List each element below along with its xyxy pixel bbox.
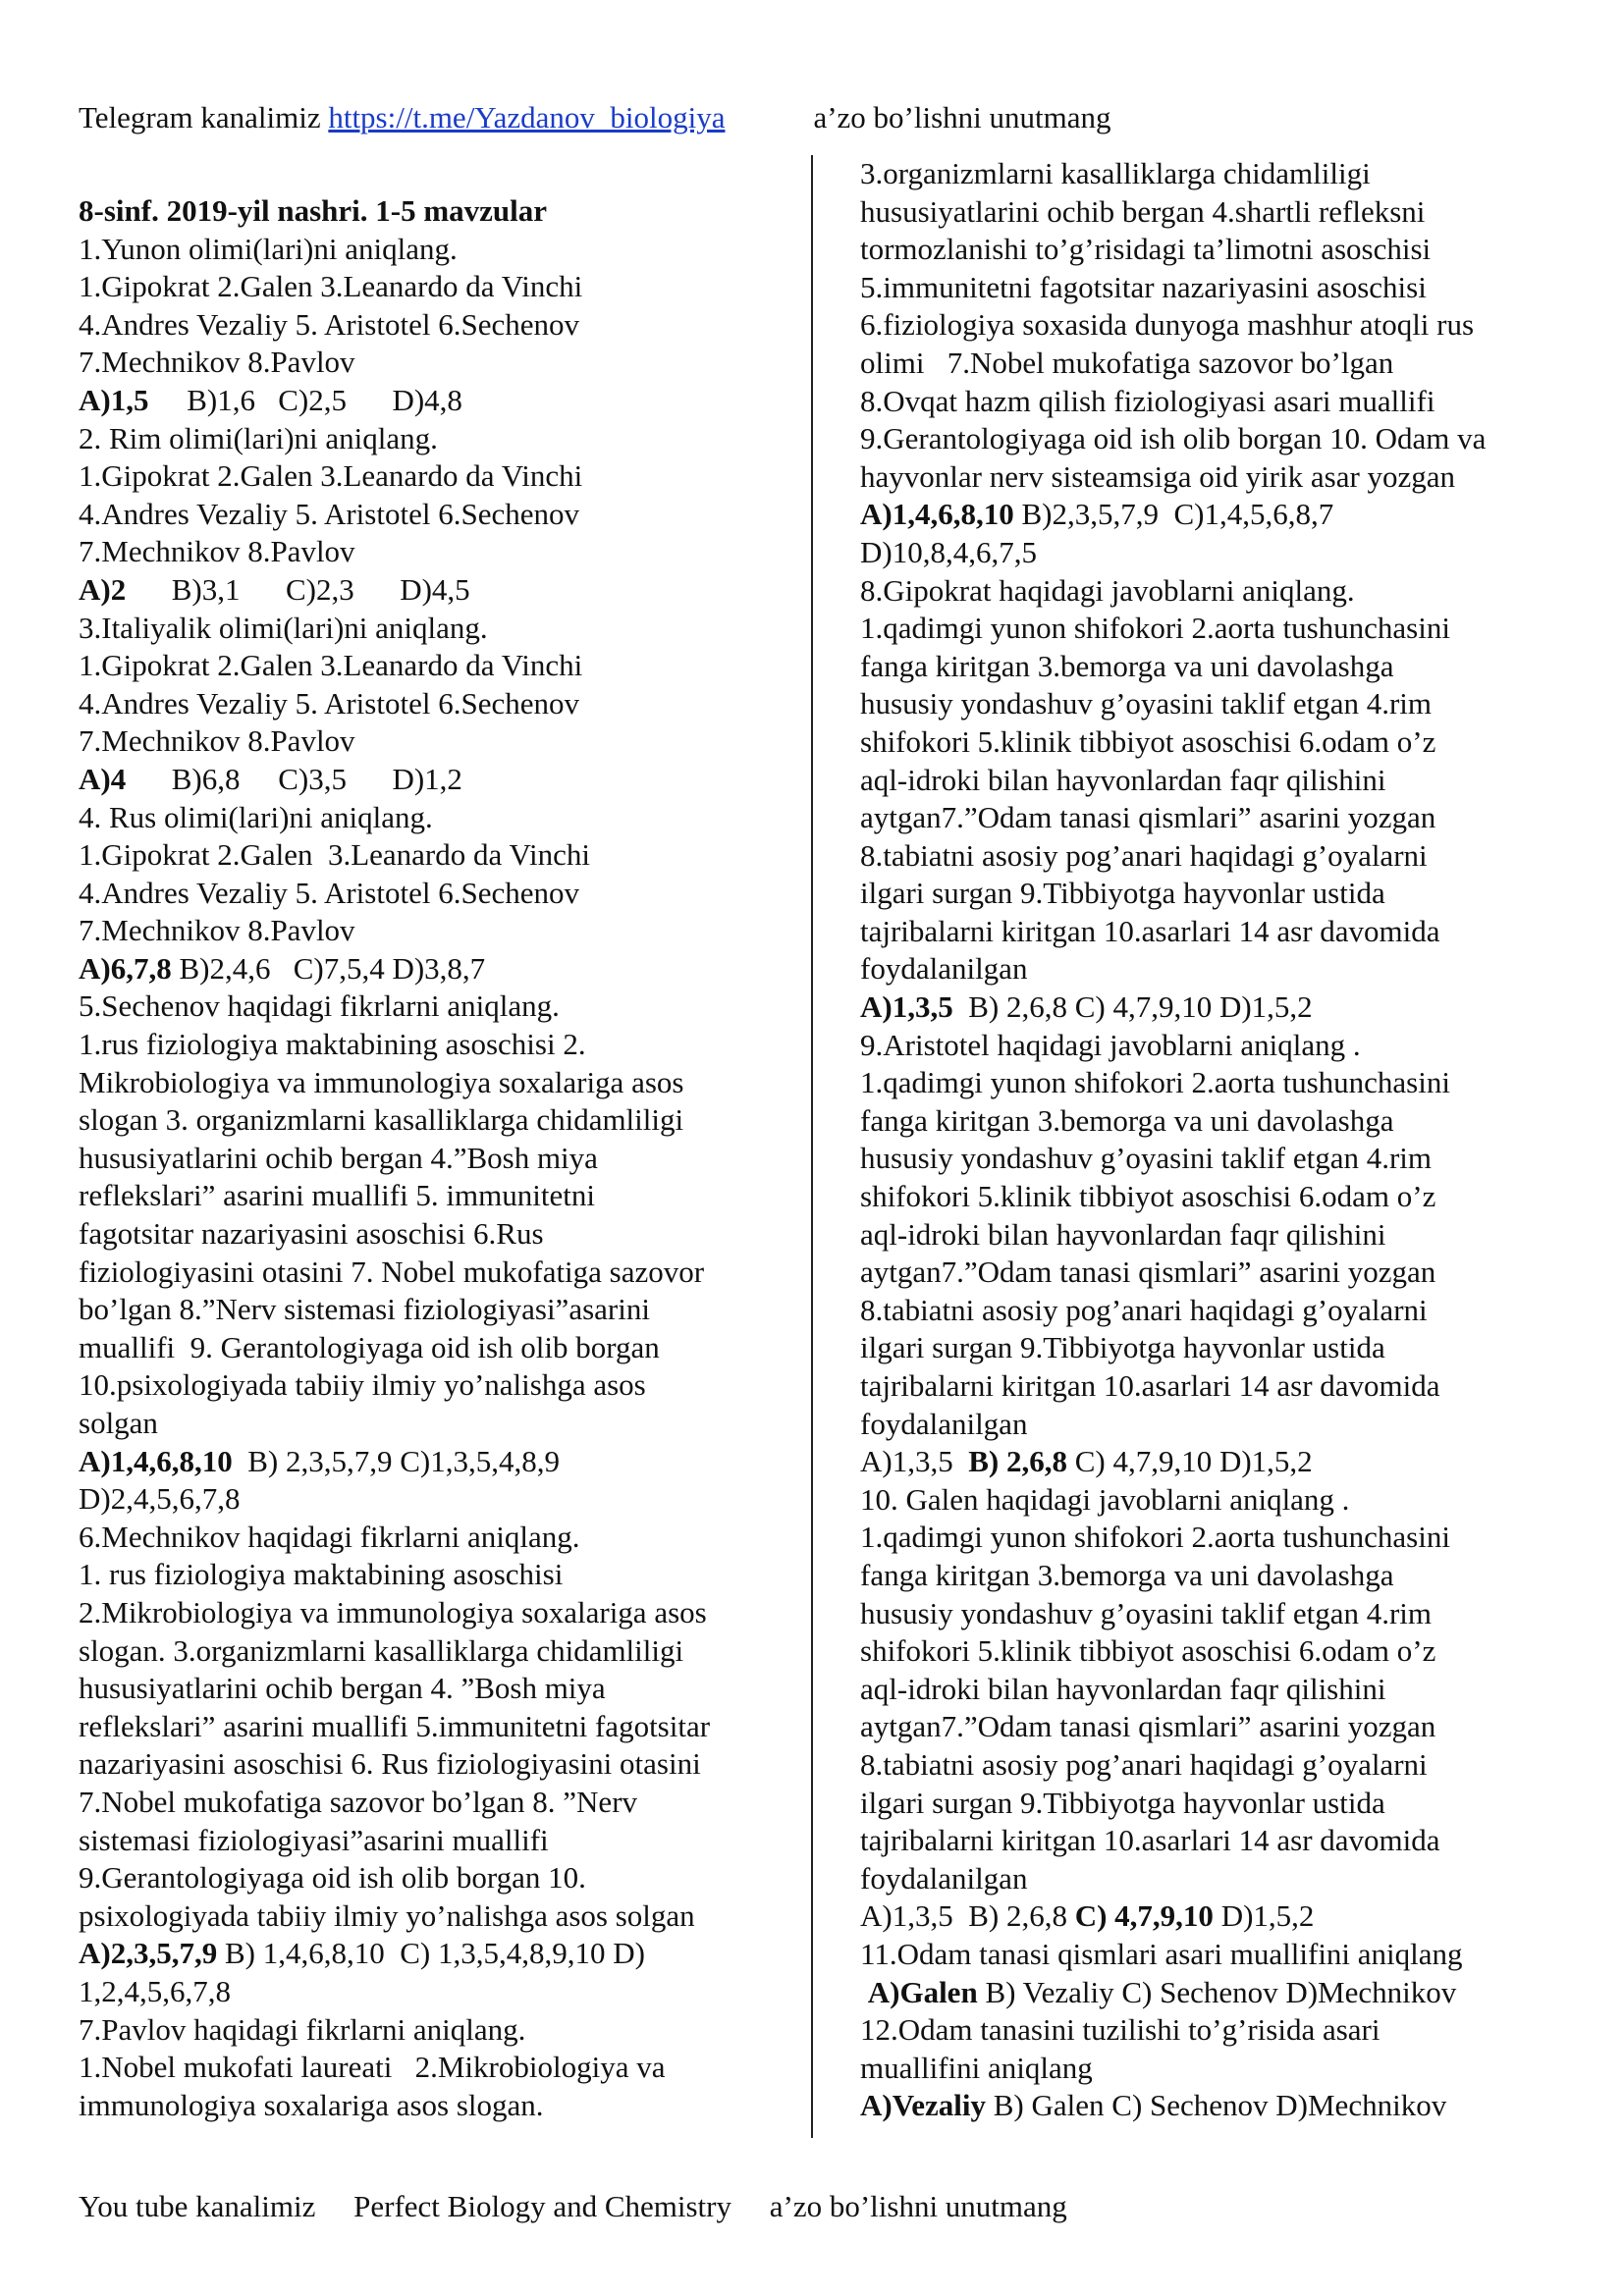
text-line: [860, 1481, 1547, 1520]
text-line: [79, 1215, 766, 1254]
text-line: [79, 1632, 766, 1671]
text-segment: 1.Gipokrat 2.Galen 3.Leanardo da Vinchi: [79, 458, 583, 494]
text-segment: ilgari surgan 9.Tibbiyotga hayvonlar ustida: [860, 1330, 1385, 1365]
text-line: [860, 1443, 1547, 1481]
text-segment: fiziologiyasini otasini 7. Nobel mukofatiga sazovor: [79, 1254, 705, 1289]
text-line: [860, 1897, 1547, 1936]
text-segment: slogan 3. organizmlarni kasalliklarga chidamliligi: [79, 1102, 684, 1138]
text-line: [79, 533, 766, 571]
text-line: [79, 988, 766, 1026]
text-line: [860, 1519, 1547, 1557]
text-segment: ilgari surgan 9.Tibbiyotga hayvonlar ustida: [860, 1785, 1385, 1820]
text-segment: 1.Gipokrat 2.Galen 3.Leanardo da Vinchi: [79, 269, 583, 304]
text-segment: shifokori 5.klinik tibbiyot asoschisi 6.odam o’z: [860, 1179, 1436, 1214]
text-line: [860, 1822, 1547, 1860]
text-line: [860, 1671, 1547, 1709]
text-line: [860, 610, 1547, 648]
text-line: [79, 912, 766, 950]
answer-key: A)Vezaliy: [860, 2088, 986, 2123]
telegram-link[interactable]: https://t.me/Yazdanov_biologiya: [328, 100, 726, 134]
text-line: [860, 685, 1547, 723]
text-line: [860, 1632, 1547, 1671]
text-segment: bo’lgan 8.”Nerv sistemasi fiziologiyasi”asarini: [79, 1292, 650, 1327]
text-segment: shifokori 5.klinik tibbiyot asoschisi 6.odam o’z: [860, 1633, 1436, 1669]
text-line: [79, 1064, 766, 1102]
text-line: [860, 648, 1547, 686]
text-segment: 8.tabiatni asosiy pog’anari haqidagi g’oyalarni: [860, 1746, 1428, 1782]
text-segment: 7.Pavlov haqidagi fikrlarni aniqlang.: [79, 2011, 526, 2047]
text-line: [79, 1026, 766, 1064]
text-segment: B)2,3,5,7,9 C)1,4,5,6,8,7: [1013, 497, 1334, 532]
text-segment: olimi 7.Nobel mukofatiga sazovor bo’lgan: [860, 345, 1394, 380]
text-segment: aql-idroki bilan hayvonlardan faqr qilishini: [860, 1671, 1386, 1706]
text-line: [79, 2011, 766, 2050]
text-line: [79, 571, 766, 610]
answer-key: 8-sinf. 2019-yil nashri. 1-5 mavzular: [79, 193, 548, 228]
text-segment: 2. Rim olimi(lari)ni aniqlang.: [79, 420, 438, 455]
text-line: [860, 1216, 1547, 1255]
text-segment: 8.tabiatni asosiy pog’anari haqidagi g’oyalarni: [860, 837, 1428, 873]
answer-key: A)1,4,6,8,10: [860, 497, 1014, 532]
text-line: [860, 2050, 1547, 2088]
text-line: [79, 306, 766, 345]
text-segment: aytgan7.”Odam tanasi qismlari” asarini yozgan: [860, 1709, 1436, 1744]
text-segment: nazariyasini asoschisi 6. Rus fiziologiyasini otasini: [79, 1746, 701, 1782]
text-segment: 4. Rus olimi(lari)ni aniqlang.: [79, 799, 433, 834]
text-segment: 7.Nobel mukofatiga sazovor bo’lgan 8. ”Nerv: [79, 1784, 638, 1819]
answer-key: A)6,7,8: [79, 950, 172, 986]
text-segment: 7.Mechnikov 8.Pavlov: [79, 345, 355, 380]
text-segment: hususiy yondashuv g’oyasini taklif etgan 4.rim: [860, 1141, 1433, 1176]
text-line: [860, 837, 1547, 876]
answer-key: A)4: [79, 761, 127, 796]
text-segment: foydalanilgan: [860, 1406, 1028, 1441]
text-line: [79, 1480, 766, 1519]
text-segment: B) Galen C) Sechenov D)Mechnikov: [986, 2088, 1447, 2123]
text-line: [860, 875, 1547, 913]
header-suffix: a’zo bo’lishni unutmang: [813, 100, 1111, 134]
text-segment: tajribalarni kiritgan 10.asarlari 14 asr davomida: [860, 913, 1440, 948]
text-segment: 7.Mechnikov 8.Pavlov: [79, 913, 355, 948]
text-segment: fagotsitar nazariyasini asoschisi 6.Rus: [79, 1216, 544, 1252]
text-segment: aytgan7.”Odam tanasi qismlari” asarini yozgan: [860, 1255, 1436, 1290]
text-line: [860, 1936, 1547, 1974]
text-line: [860, 1329, 1547, 1367]
text-segment: hususiy yondashuv g’oyasini taklif etgan 4.rim: [860, 686, 1433, 721]
text-segment: 1.qadimgi yunon shifokori 2.aorta tushunchasini: [860, 611, 1450, 646]
answer-key: A)Galen: [867, 1974, 978, 2009]
text-segment: psixologiyada tabiiy ilmiy yo’nalishga asos solgan: [79, 1897, 695, 1933]
text-segment: fanga kiritgan 3.bemorga va uni davolashga: [860, 1102, 1394, 1138]
text-line: [79, 1859, 766, 1897]
text-line: [79, 1366, 766, 1405]
text-line: [860, 534, 1547, 572]
text-segment: tajribalarni kiritgan 10.asarlari 14 asr davomida: [860, 1823, 1440, 1858]
text-line: [860, 193, 1547, 232]
text-segment: D)10,8,4,6,7,5: [860, 534, 1037, 569]
text-segment: B)2,4,6 C)7,5,4 D)3,8,7: [171, 950, 486, 986]
text-line: [79, 420, 766, 458]
text-line: [79, 382, 766, 420]
text-line: [79, 192, 766, 231]
text-segment: reflekslari” asarini muallifi 5.immunitetni fagotsitar: [79, 1708, 711, 1743]
text-segment: fanga kiritgan 3.bemorga va uni davolashga: [860, 648, 1394, 683]
text-segment: 1.qadimgi yunon shifokori 2.aorta tushunchasini: [860, 1065, 1450, 1100]
text-line: [79, 799, 766, 837]
text-line: [79, 457, 766, 496]
text-line: [860, 1974, 1547, 2012]
text-line: [860, 269, 1547, 307]
text-segment: 5.immunitetni fagotsitar nazariyasini asoschisi: [860, 269, 1427, 304]
text-line: [860, 950, 1547, 988]
text-segment: 9.Gerantologiyaga oid ish olib borgan 10.: [79, 1860, 586, 1896]
text-segment: C) 4,7,9,10 D)1,5,2: [1066, 1444, 1313, 1479]
text-line: [860, 572, 1547, 611]
text-line: [860, 420, 1547, 458]
text-line: [860, 345, 1547, 383]
text-segment: 8.Gipokrat haqidagi javoblarni aniqlang.: [860, 572, 1355, 608]
text-segment: solgan: [79, 1406, 158, 1440]
text-line: [79, 344, 766, 382]
text-line: [79, 1329, 766, 1367]
text-line: [860, 1027, 1547, 1065]
text-segment: 8.tabiatni asosiy pog’anari haqidagi g’oyalarni: [860, 1292, 1428, 1327]
text-segment: shifokori 5.klinik tibbiyot asoschisi 6.odam o’z: [860, 723, 1436, 759]
text-segment: aytgan7.”Odam tanasi qismlari” asarini yozgan: [860, 800, 1436, 835]
text-line: [860, 1140, 1547, 1178]
text-segment: hususiy yondashuv g’oyasini taklif etgan 4.rim: [860, 1595, 1433, 1630]
text-segment: B) 2,3,5,7,9 C)1,3,5,4,8,9: [232, 1443, 560, 1478]
text-line: [79, 1443, 766, 1481]
text-segment: 3.organizmlarni kasalliklarga chidamliligi: [860, 156, 1371, 190]
text-segment: ilgari surgan 9.Tibbiyotga hayvonlar ustida: [860, 876, 1385, 911]
text-segment: 4.Andres Vezaliy 5. Aristotel 6.Sechenov: [79, 496, 579, 531]
text-segment: foydalanilgan: [860, 1860, 1028, 1896]
answer-key: A)1,4,6,8,10: [79, 1443, 233, 1478]
text-segment: sistemasi fiziologiyasi”asarini muallifi: [79, 1822, 549, 1857]
text-segment: 11.Odam tanasi qismlari asari muallifini aniqlang: [860, 1936, 1463, 1971]
text-line: [79, 1594, 766, 1632]
text-line: [860, 1254, 1547, 1292]
text-segment: 7.Mechnikov 8.Pavlov: [79, 534, 355, 569]
text-line: [860, 231, 1547, 269]
answer-key: A)1,3,5: [860, 989, 953, 1025]
text-segment: B) Vezaliy C) Sechenov D)Mechnikov: [977, 1974, 1457, 2009]
text-line: [79, 1177, 766, 1215]
text-segment: 4.Andres Vezaliy 5. Aristotel 6.Sechenov: [79, 875, 579, 910]
right-column: [860, 155, 1547, 2125]
answer-key: B) 2,6,8: [968, 1444, 1067, 1479]
text-segment: 10. Galen haqidagi javoblarni aniqlang .: [860, 1481, 1350, 1517]
text-line: [860, 1860, 1547, 1898]
text-segment: 7.Mechnikov 8.Pavlov: [79, 723, 355, 759]
text-line: [860, 1406, 1547, 1444]
text-line: [860, 1292, 1547, 1330]
text-line: [860, 1367, 1547, 1406]
text-line: [860, 496, 1547, 534]
text-line: [860, 458, 1547, 497]
text-segment: 6.fiziologiya soxasida dunyoga mashhur atoqli rus: [860, 307, 1475, 343]
text-segment: hususiyatlarini ochib bergan 4. ”Bosh miya: [79, 1671, 606, 1706]
text-line: [79, 761, 766, 799]
text-line: [79, 268, 766, 306]
text-line: [79, 1784, 766, 1822]
text-line: [860, 155, 1547, 193]
text-segment: 8.Ovqat hazm qilish fiziologiyasi asari muallifi: [860, 383, 1435, 418]
text-line: [79, 1822, 766, 1860]
text-segment: hususiyatlarini ochib bergan 4.shartli refleksni: [860, 193, 1426, 229]
text-line: [860, 799, 1547, 837]
text-line: [860, 913, 1547, 951]
text-line: [79, 1935, 766, 1973]
text-line: [860, 2087, 1547, 2125]
text-segment: muallifini aniqlang: [860, 2050, 1093, 2085]
answer-key: C) 4,7,9,10: [1074, 1898, 1214, 1934]
text-segment: 1. rus fiziologiya maktabining asoschisi: [79, 1557, 564, 1592]
text-segment: A)1,3,5: [860, 1444, 969, 1479]
text-line: [79, 496, 766, 534]
text-line: [79, 1708, 766, 1746]
text-line: [79, 1670, 766, 1708]
text-line: [79, 1101, 766, 1140]
text-segment: muallifi 9. Gerantologiyaga oid ish olib borgan: [79, 1329, 660, 1364]
header-prefix: Telegram kanalimiz: [79, 100, 329, 134]
footer-line: You tube kanalimiz Perfect Biology and Chemistry a’zo bo’lishni unutmang: [79, 2189, 1067, 2223]
text-line: [79, 875, 766, 913]
text-segment: 4.Andres Vezaliy 5. Aristotel 6.Sechenov: [79, 306, 579, 342]
text-segment: 4.Andres Vezaliy 5. Aristotel 6.Sechenov: [79, 685, 579, 721]
text-segment: 12.Odam tanasini tuzilishi to’g’risida asari: [860, 2012, 1380, 2048]
text-line: [79, 1254, 766, 1292]
text-segment: 5.Sechenov haqidagi fikrlarni aniqlang.: [79, 988, 560, 1024]
text-line: [79, 1405, 766, 1443]
text-segment: 9.Aristotel haqidagi javoblarni aniqlang .: [860, 1027, 1361, 1062]
text-segment: 1.Yunon olimi(lari)ni aniqlang.: [79, 231, 458, 266]
text-segment: B) 2,6,8 C) 4,7,9,10 D)1,5,2: [952, 989, 1313, 1025]
text-segment: 1.Nobel mukofati laureati 2.Mikrobiologiya va: [79, 2050, 666, 2085]
text-line: [860, 1746, 1547, 1785]
text-line: [860, 762, 1547, 800]
text-segment: 1,2,4,5,6,7,8: [79, 1973, 231, 2008]
text-segment: A)1,3,5 B) 2,6,8: [860, 1898, 1075, 1934]
text-segment: 10.psixologiyada tabiiy ilmiy yo’nalishga asos: [79, 1367, 646, 1403]
text-line: [860, 306, 1547, 345]
text-segment: [860, 1975, 868, 2009]
text-segment: tormozlanishi to’g’risidagi ta’limotni asoschisi: [860, 232, 1432, 267]
text-segment: aql-idroki bilan hayvonlardan faqr qilishini: [860, 1216, 1386, 1252]
text-segment: 1.Gipokrat 2.Galen 3.Leanardo da Vinchi: [79, 837, 590, 873]
text-segment: 1.rus fiziologiya maktabining asoschisi 2.: [79, 1027, 586, 1062]
header-line: [79, 96, 1551, 139]
text-segment: 2.Mikrobiologiya va immunologiya soxalariga asos: [79, 1594, 707, 1629]
text-line: [79, 610, 766, 648]
text-line: [79, 231, 766, 269]
text-line: [860, 2011, 1547, 2050]
text-segment: Mikrobiologiya va immunologiya soxalariga asos: [79, 1064, 684, 1099]
text-line: [860, 1595, 1547, 1633]
text-segment: tajribalarni kiritgan 10.asarlari 14 asr davomida: [860, 1368, 1440, 1403]
text-line: [79, 950, 766, 988]
text-line: [79, 1291, 766, 1329]
text-segment: hayvonlar nerv sisteamsiga oid yirik asar yozgan: [860, 458, 1456, 494]
text-segment: B)6,8 C)3,5 D)1,2: [126, 761, 462, 796]
text-line: [79, 647, 766, 685]
text-line: [79, 2087, 766, 2125]
text-line: [860, 1102, 1547, 1141]
text-line: [79, 1897, 766, 1936]
answer-key: A)1,5: [79, 382, 149, 417]
text-line: [79, 2049, 766, 2087]
text-line: [860, 723, 1547, 762]
text-line: [79, 1973, 766, 2011]
text-segment: fanga kiritgan 3.bemorga va uni davolashga: [860, 1557, 1394, 1592]
text-segment: 6.Mechnikov haqidagi fikrlarni aniqlang.: [79, 1519, 580, 1554]
text-segment: 9.Gerantologiyaga oid ish olib borgan 10. Odam va: [860, 421, 1487, 456]
text-segment: B) 1,4,6,8,10 C) 1,3,5,4,8,9,10 D): [217, 1936, 645, 1971]
text-segment: 1.Gipokrat 2.Galen 3.Leanardo da Vinchi: [79, 648, 583, 683]
text-segment: foydalanilgan: [860, 951, 1028, 987]
text-segment: immunologiya soxalariga asos slogan.: [79, 2087, 544, 2122]
answer-key: A)2,3,5,7,9: [79, 1936, 218, 1971]
text-segment: D)1,5,2: [1213, 1898, 1315, 1934]
text-line: [79, 722, 766, 761]
text-line: [860, 1557, 1547, 1595]
text-line: [860, 383, 1547, 421]
text-line: [79, 1745, 766, 1784]
text-line: [79, 836, 766, 875]
text-segment: aql-idroki bilan hayvonlardan faqr qilishini: [860, 762, 1386, 797]
text-segment: B)1,6 C)2,5 D)4,8: [148, 382, 462, 417]
answer-key: A)2: [79, 571, 127, 607]
text-line: [79, 1140, 766, 1178]
text-line: [79, 1556, 766, 1594]
text-segment: reflekslari” asarini muallifi 5. immunitetni: [79, 1178, 595, 1213]
text-line: [860, 988, 1547, 1027]
text-line: [860, 1708, 1547, 1746]
left-column: [79, 155, 766, 2124]
text-line: [860, 1178, 1547, 1216]
text-segment: slogan. 3.organizmlarni kasalliklarga chidamliligi: [79, 1632, 684, 1668]
text-line: [860, 1064, 1547, 1102]
text-segment: 1.qadimgi yunon shifokori 2.aorta tushunchasini: [860, 1520, 1450, 1555]
text-segment: 3.Italiyalik olimi(lari)ni aniqlang.: [79, 610, 488, 645]
text-line: [860, 1785, 1547, 1823]
text-segment: D)2,4,5,6,7,8: [79, 1481, 241, 1517]
text-line: [79, 685, 766, 723]
text-line: [79, 1519, 766, 1557]
text-segment: B)3,1 C)2,3 D)4,5: [126, 571, 470, 607]
column-divider: [811, 155, 813, 2138]
text-segment: hususiyatlarini ochib bergan 4.”Bosh miya: [79, 1140, 598, 1175]
